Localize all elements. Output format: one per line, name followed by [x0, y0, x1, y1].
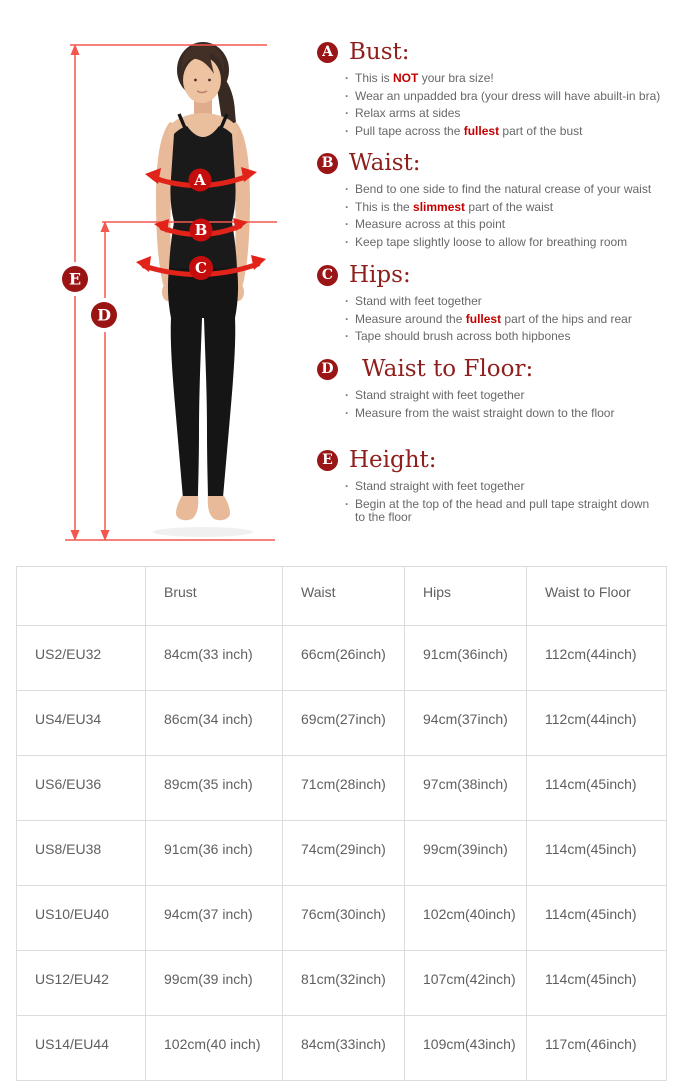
header-size	[17, 567, 146, 626]
table-row	[17, 1016, 667, 1081]
hips-badge-letter: C	[195, 259, 207, 277]
bullet-highlight: NOT	[393, 71, 419, 85]
height-letter-badge: E	[317, 450, 338, 471]
bullet-text: Begin at the top of the head and pull tape straight down to the floor	[355, 496, 650, 524]
bullet-highlight: fullest	[463, 123, 500, 138]
bullet-text: This is	[355, 71, 394, 85]
waist-letter-badge: B	[317, 153, 338, 174]
bullet-text: Keep tape slightly loose to allow for breathing room	[355, 234, 628, 249]
section-waist-to-floor	[316, 356, 672, 424]
hips-cell: 99cm(39inch)	[405, 821, 527, 886]
bullet	[345, 90, 672, 104]
section-waist-to-floor-heading	[316, 356, 672, 382]
bullet-highlight: fullest	[465, 311, 502, 326]
section-title: Waist to Floor:	[362, 356, 534, 382]
bullet-text: Bend to one side to find the natural crease of your waist	[355, 182, 652, 196]
bullet	[345, 218, 672, 232]
bullet	[345, 407, 672, 421]
hips-cell: 109cm(43inch)	[405, 1016, 527, 1081]
bullet	[345, 236, 672, 250]
waist-cell: 66cm(26inch)	[283, 626, 405, 691]
bust-cell: 84cm(33 inch)	[146, 626, 283, 691]
hips-cell: 107cm(42inch)	[405, 951, 527, 1016]
size-cell: US14/EU44	[17, 1016, 146, 1081]
left-foot	[176, 496, 198, 520]
bullet	[345, 183, 672, 197]
camisole	[169, 126, 237, 268]
bullet-text: Tape should brush across both hipbones	[355, 329, 571, 343]
table-row	[17, 951, 667, 1016]
waist-cell: 76cm(30inch)	[283, 886, 405, 951]
bullet	[345, 125, 672, 139]
section-title: Bust:	[349, 39, 410, 65]
table-header-row	[17, 567, 667, 626]
waist-to-floor-cell: 114cm(45inch)	[527, 951, 667, 1016]
bullet	[345, 313, 672, 327]
section-waist-heading	[316, 150, 672, 176]
size-chart-table	[16, 566, 667, 1081]
model-illustration	[153, 42, 253, 537]
waist-cell: 71cm(28inch)	[283, 756, 405, 821]
section-hips	[316, 262, 672, 348]
waist-to-floor-cell: 112cm(44inch)	[527, 626, 667, 691]
header-waist: Waist	[283, 567, 405, 626]
hips-cell: 97cm(38inch)	[405, 756, 527, 821]
floor-shadow	[153, 527, 253, 537]
bullet-text: your bra size!	[418, 71, 494, 85]
left-eye	[194, 79, 197, 82]
bullet-text: part of the waist	[465, 199, 554, 214]
waist-to-floor-cell: 117cm(46inch)	[527, 1016, 667, 1081]
waist-to-floor-letter-badge: D	[317, 359, 338, 380]
bust-cell: 99cm(39 inch)	[146, 951, 283, 1016]
height-badge-letter: E	[68, 269, 82, 289]
header-bust: Brust	[146, 567, 283, 626]
hips-cell: 91cm(36inch)	[405, 626, 527, 691]
waist-badge-letter: B	[194, 221, 208, 239]
hips-cell: 94cm(37inch)	[405, 691, 527, 756]
size-cell: US6/EU36	[17, 756, 146, 821]
bullet-text: Measure around the	[355, 311, 466, 326]
hips-bullets	[316, 295, 672, 344]
waist-cell: 84cm(33inch)	[283, 1016, 405, 1081]
bullet	[345, 295, 672, 309]
face	[183, 57, 221, 103]
hips-letter-badge: C	[317, 265, 338, 286]
bust-cell: 94cm(37 inch)	[146, 886, 283, 951]
bullet-text: This is the	[355, 199, 414, 214]
header-hips: Hips	[405, 567, 527, 626]
bust-letter-badge: A	[317, 42, 338, 63]
bullet-text: part of the hips and rear	[501, 311, 632, 326]
table-row	[17, 821, 667, 886]
bust-cell: 89cm(35 inch)	[146, 756, 283, 821]
table-row	[17, 756, 667, 821]
size-cell: US12/EU42	[17, 951, 146, 1016]
hips-cell: 102cm(40inch)	[405, 886, 527, 951]
table-row	[17, 691, 667, 756]
bullet	[345, 330, 672, 344]
bullet	[345, 201, 672, 215]
waist-to-floor-cell: 114cm(45inch)	[527, 886, 667, 951]
bullet-text: Measure from the waist straight down to the floor	[355, 405, 615, 420]
bullet-text: Stand straight with feet together	[355, 479, 525, 493]
section-height	[316, 447, 672, 529]
section-height-heading	[316, 447, 672, 473]
bust-cell: 91cm(36 inch)	[146, 821, 283, 886]
section-title: Height:	[349, 447, 437, 473]
size-cell: US4/EU34	[17, 691, 146, 756]
waist-to-floor-badge-letter: D	[97, 305, 111, 325]
bullet-text: Measure across at this point	[355, 217, 506, 231]
left-leg	[171, 318, 202, 498]
dimension-arrowheads	[68, 44, 110, 541]
table-row	[17, 626, 667, 691]
right-foot	[208, 496, 230, 520]
bust-cell: 86cm(34 inch)	[146, 691, 283, 756]
arrow-left-icon	[136, 256, 151, 272]
header-waist-to-floor: Waist to Floor	[527, 567, 667, 626]
waist-cell: 69cm(27inch)	[283, 691, 405, 756]
bullet	[345, 480, 672, 494]
bullet-text: Stand straight with feet together	[355, 388, 525, 402]
bust-cell: 102cm(40 inch)	[146, 1016, 283, 1081]
section-title: Hips:	[349, 262, 411, 288]
bullet	[345, 72, 672, 86]
bullet	[345, 107, 672, 121]
size-cell: US10/EU40	[17, 886, 146, 951]
section-title: Waist:	[349, 150, 421, 176]
bullet-text: part of the bust	[499, 123, 583, 138]
bust-badge-letter: A	[194, 171, 206, 189]
bullet-text: Pull tape across the	[355, 123, 464, 138]
size-cell: US2/EU32	[17, 626, 146, 691]
table-row	[17, 886, 667, 951]
section-hips-heading	[316, 262, 672, 288]
bullet	[345, 389, 672, 403]
bullet-text: Stand with feet together	[355, 294, 482, 308]
section-waist	[316, 150, 672, 253]
right-eye	[208, 79, 211, 82]
size-cell: US8/EU38	[17, 821, 146, 886]
bust-bullets	[316, 72, 672, 138]
measurement-figure	[30, 30, 320, 550]
section-bust	[316, 39, 672, 142]
bullet-text: Wear an unpadded bra (your dress will have abuilt-in bra)	[355, 88, 661, 103]
waist-to-floor-bullets	[316, 389, 672, 420]
waist-to-floor-cell: 112cm(44inch)	[527, 691, 667, 756]
bullet-text: Relax arms at sides	[355, 106, 461, 120]
height-bullets	[316, 480, 672, 525]
waist-to-floor-cell: 114cm(45inch)	[527, 756, 667, 821]
bullet	[345, 498, 655, 525]
waist-to-floor-cell: 114cm(45inch)	[527, 821, 667, 886]
waist-bullets	[316, 183, 672, 249]
waist-cell: 81cm(32inch)	[283, 951, 405, 1016]
waist-cell: 74cm(29inch)	[283, 821, 405, 886]
right-leg	[204, 318, 235, 498]
bullet-highlight: slimmest	[413, 199, 466, 214]
section-bust-heading	[316, 39, 672, 65]
